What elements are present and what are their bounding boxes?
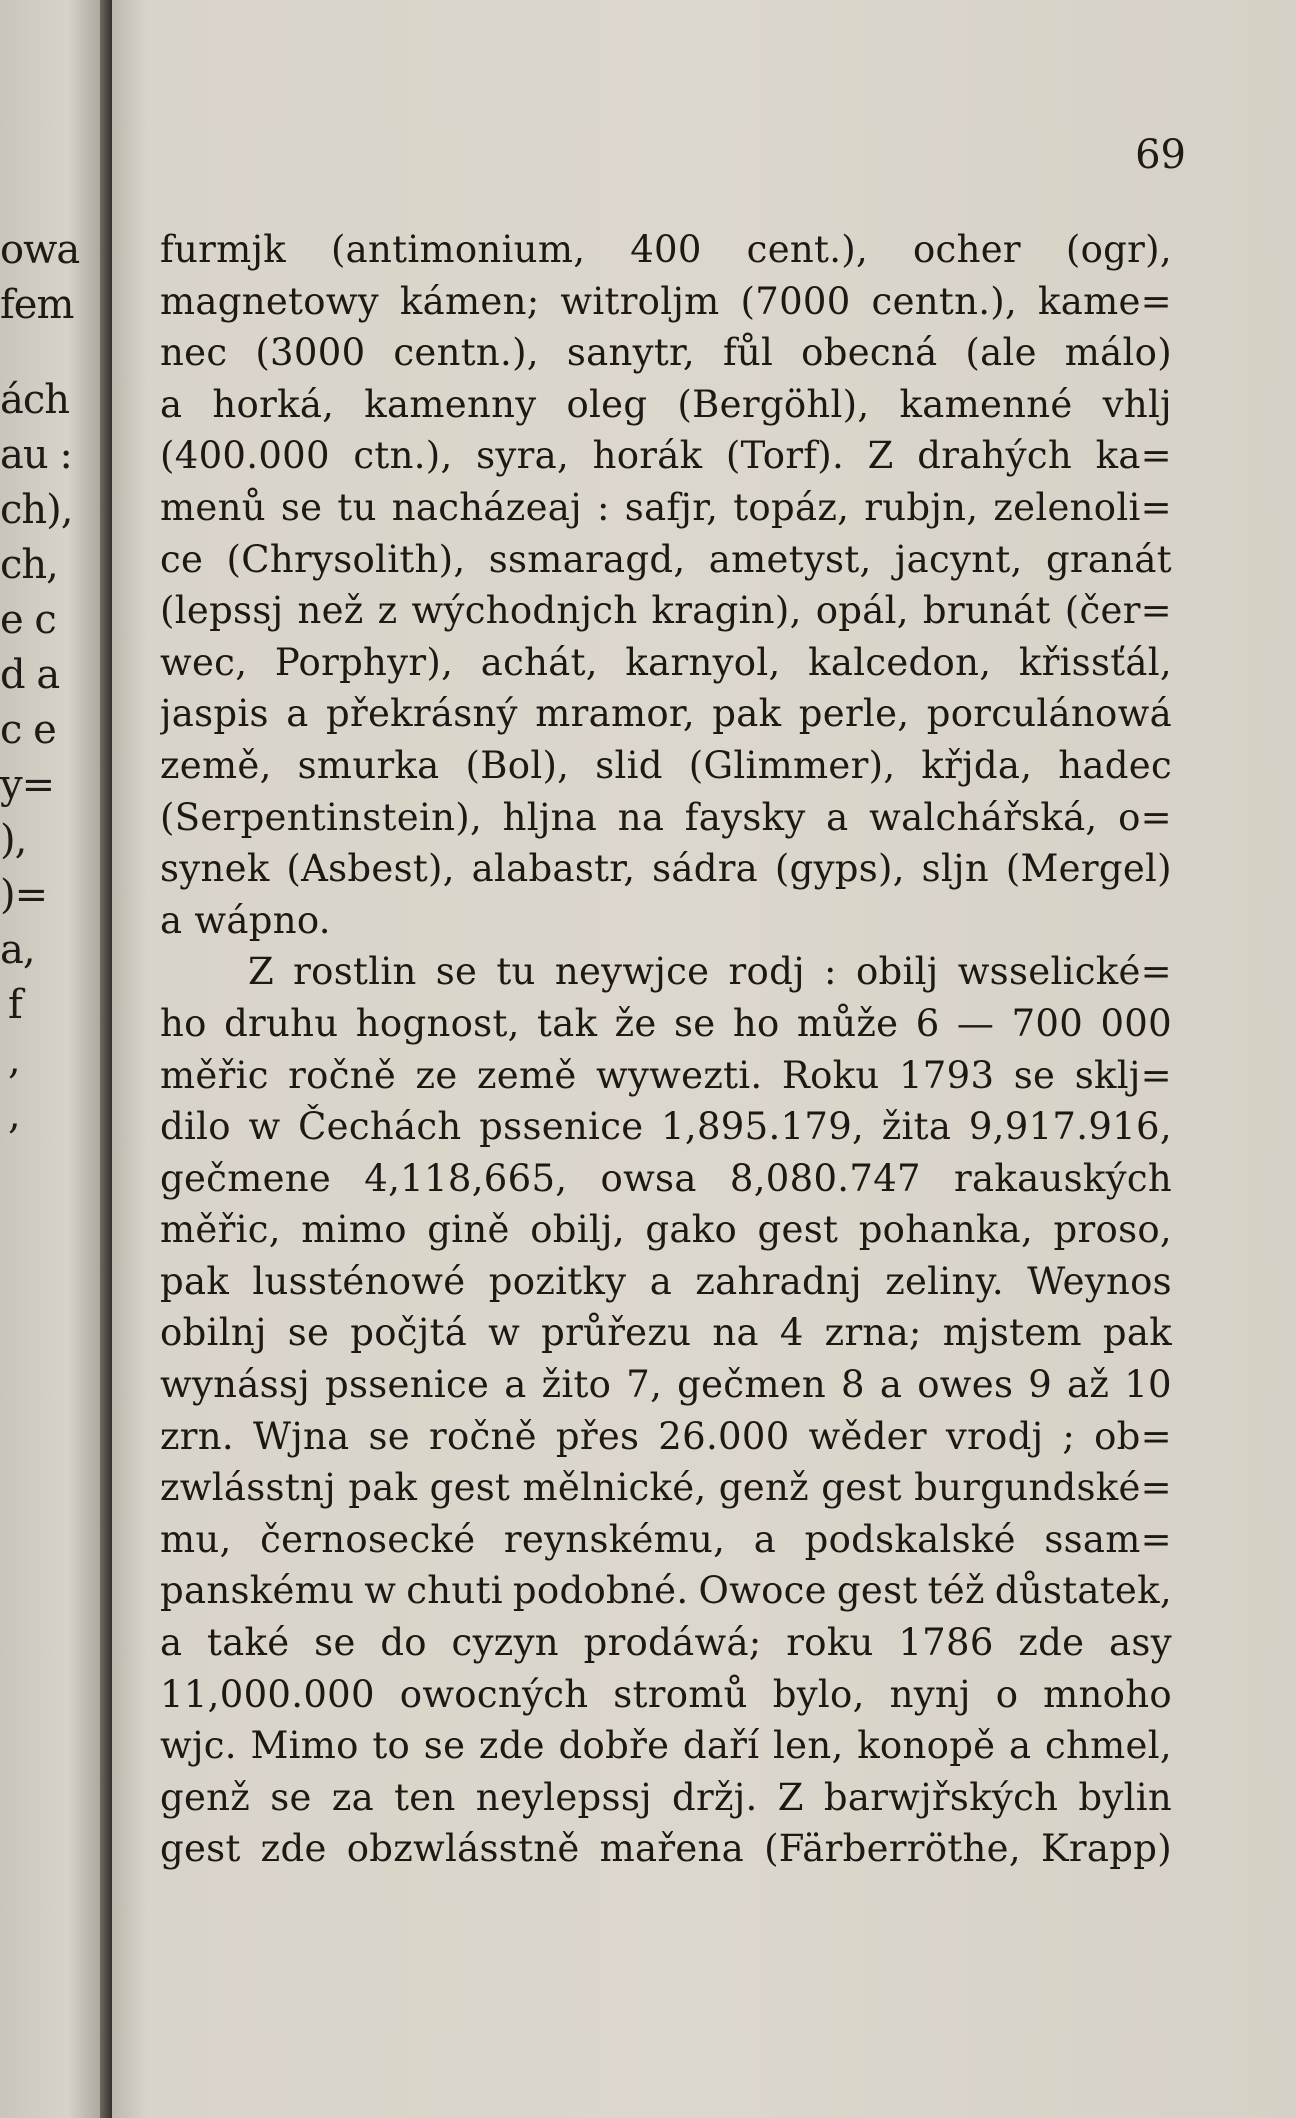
text-line: furmjk (antimonium, 400 cent.), ocher (ogr), xyxy=(160,228,1172,271)
text-line: pak lussténowé pozitky a zahradnj zeliny. Weynos xyxy=(160,1259,1172,1303)
facing-page-text: ách xyxy=(0,377,70,423)
facing-page-fragment xyxy=(0,0,112,2118)
facing-page-text: y= xyxy=(0,762,55,808)
text-line: mu, černosecké reynskému, a podskalské ssam= xyxy=(160,1517,1172,1561)
facing-page-text: , xyxy=(8,1092,20,1138)
text-line: wynássj pssenice a žito 7, gečmen 8 a owes 9 až 10 xyxy=(160,1363,1172,1407)
text-line: magnetowy kámen; witroljm (7000 centn.), kame= xyxy=(160,279,1172,323)
text-line: genž se za ten neylepssj držj. Z barwjřských bylin xyxy=(160,1775,1172,1819)
facing-page-text: e c xyxy=(0,597,56,643)
facing-page-text: ), xyxy=(0,817,27,863)
text-line: 11,000.000 owocných stromů bylo, nynj o mnoho xyxy=(160,1672,1172,1716)
text-line: měřic, mimo gině obilj, gako gest pohanka, proso, xyxy=(160,1208,1172,1252)
text-line: zrn. Wjna se ročně přes 26.000 wěder vrodj ; ob= xyxy=(160,1414,1172,1458)
text-line: zwlásstnj pak gest mělnické, genž gest burgundské= xyxy=(160,1466,1172,1510)
facing-page-text: d a xyxy=(0,652,60,698)
body-text xyxy=(160,224,1172,1875)
facing-page-text: f xyxy=(8,982,22,1028)
text-line: a horká, kamenny oleg (Bergöhl), kamenné vhlj xyxy=(160,382,1172,426)
text-line: (lepssj než z wýchodnjch kragin), opál, brunát (čer= xyxy=(160,589,1172,633)
text-line: synek (Asbest), alabastr, sádra (gyps), sljn (Mergel) xyxy=(160,847,1172,891)
facing-page-text: fem xyxy=(0,282,74,328)
facing-page-text: au : xyxy=(0,432,72,478)
text-line: jaspis a překrásný mramor, pak perle, porculánowá xyxy=(160,692,1172,736)
facing-page-text: a, xyxy=(0,927,35,973)
text-line: wjc. Mimo to se zde dobře daří len, konopě a chmel, xyxy=(160,1724,1172,1768)
text-line: (Serpentinstein), hljna na faysky a walchářská, o= xyxy=(160,795,1172,839)
text-line: země, smurka (Bol), slid (Glimmer), křjda, hadec xyxy=(160,743,1172,787)
text-line: (400.000 ctn.), syra, horák (Torf). Z drahých ka= xyxy=(160,434,1172,478)
text-line: panskému w chuti podobné. Owoce gest též důstatek, xyxy=(160,1569,1172,1613)
text-line: a také se do cyzyn prodáwá; roku 1786 zde asy xyxy=(160,1621,1172,1665)
facing-page-text: c e xyxy=(0,707,56,753)
text-line: menů se tu nacházeaj : safjr, topáz, rubjn, zelenoli= xyxy=(160,485,1172,529)
facing-page-text: , xyxy=(8,1037,20,1083)
text-line: obilnj se počjtá w průřezu na 4 zrna; mjstem pak xyxy=(160,1311,1172,1355)
text-line: wec, Porphyr), achát, karnyol, kalcedon, křissťál, xyxy=(160,640,1172,684)
text-line: měřic ročně ze země wywezti. Roku 1793 se sklj= xyxy=(160,1053,1172,1097)
facing-page-text: ch, xyxy=(0,542,58,588)
text-line: nec (3000 centn.), sanytr, fůl obecná (ale málo) xyxy=(160,331,1172,375)
text-line: Z rostlin se tu neywjce rodj : obilj wsselické= xyxy=(248,950,1172,994)
text-line: gečmene 4,118,665, owsa 8,080.747 rakauských xyxy=(160,1156,1172,1200)
book-page xyxy=(112,0,1296,2118)
text-line: a wápno. xyxy=(160,898,331,942)
facing-page-text: )= xyxy=(0,872,48,918)
text-line: gest zde obzwlásstně mařena (Färberröthe, Krapp) xyxy=(160,1827,1172,1871)
text-line: dilo w Čechách pssenice 1,895.179, žita 9,917.916, xyxy=(160,1105,1172,1149)
text-line: ho druhu hognost, tak že se ho může 6 — 700 000 xyxy=(160,1001,1172,1045)
facing-page-text: owa xyxy=(0,227,80,273)
facing-page-text: ch), xyxy=(0,487,73,533)
text-line: ce (Chrysolith), ssmaragd, ametyst, jacynt, granát xyxy=(160,537,1172,581)
page-number: 69 xyxy=(1135,132,1186,178)
